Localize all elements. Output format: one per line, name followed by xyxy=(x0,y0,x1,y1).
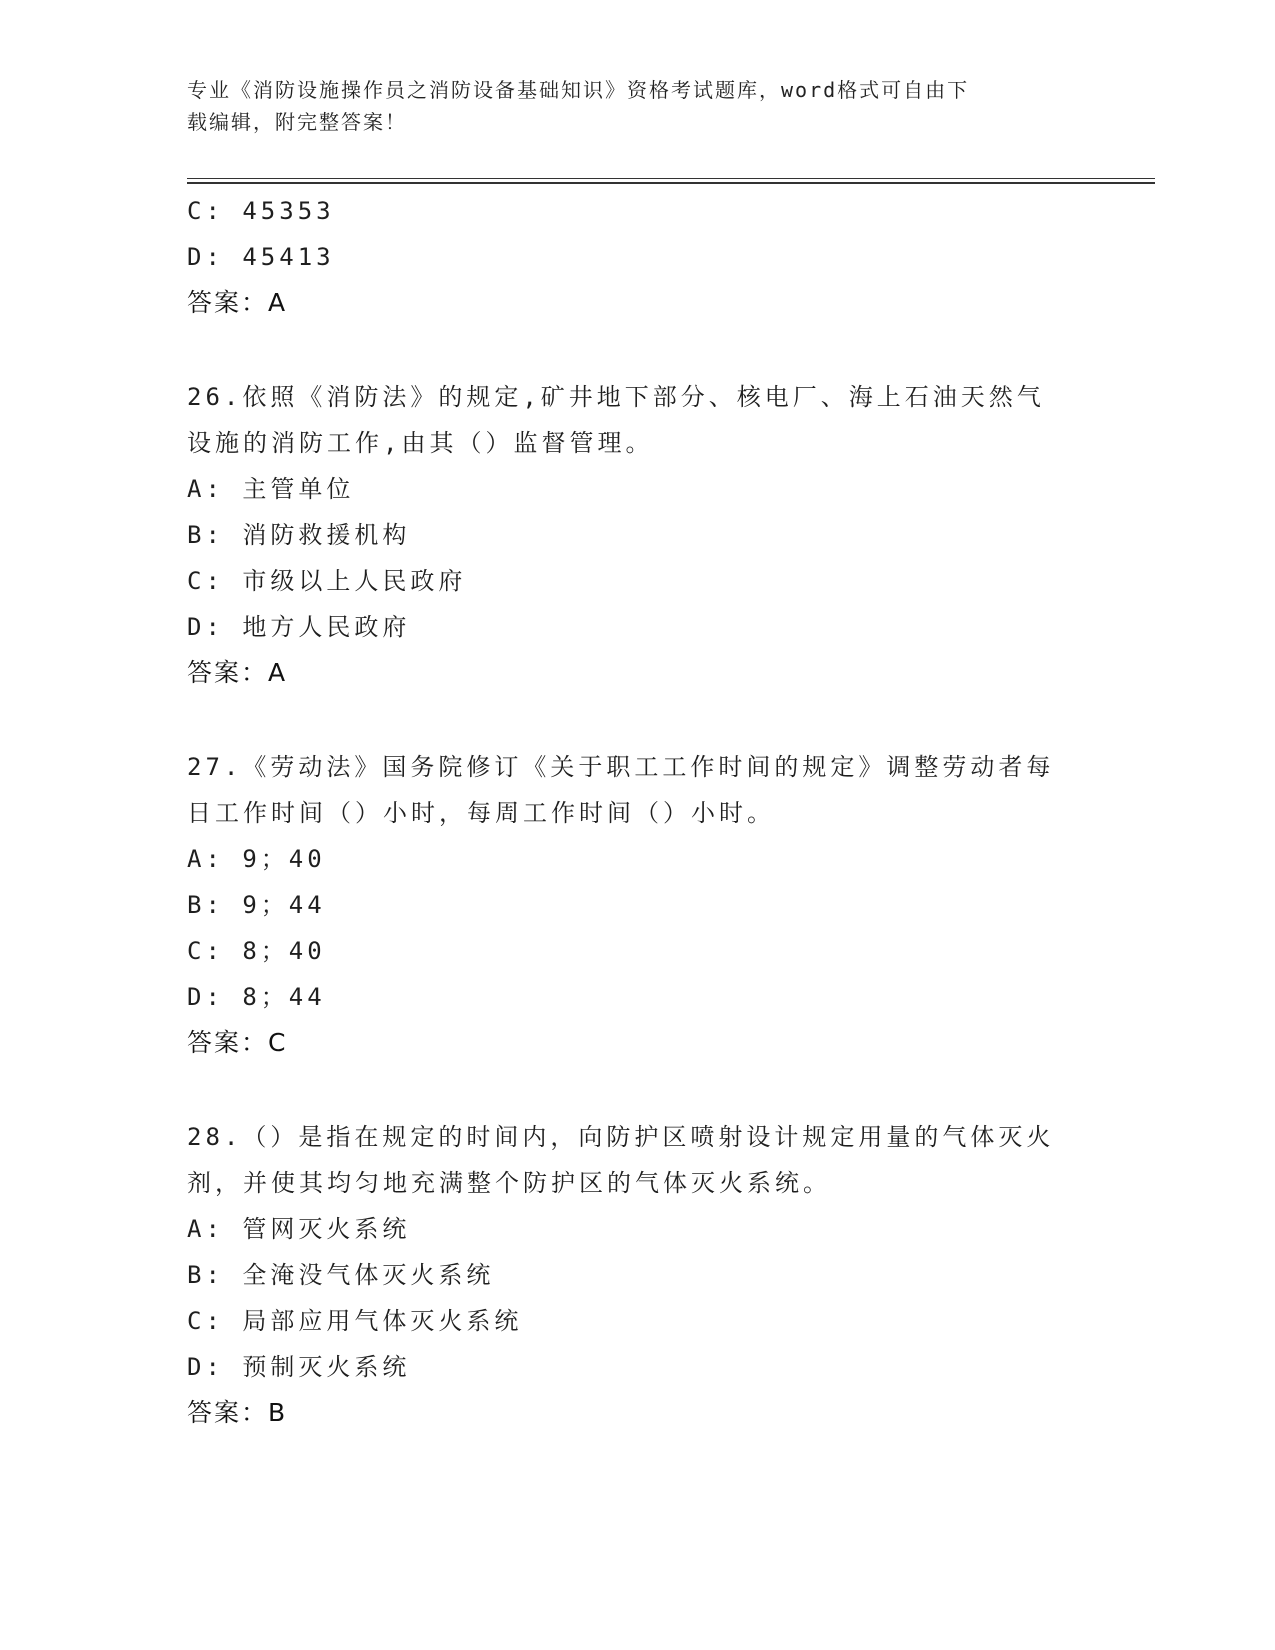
header-line-2: 载编辑，附完整答案！ xyxy=(187,110,407,134)
option-c: C: 局部应用气体灭火系统 xyxy=(187,1307,523,1335)
option-d: D: 预制灭火系统 xyxy=(187,1353,411,1381)
option-a: A: 管网灭火系统 xyxy=(187,1215,411,1243)
answer-line: 答案：A xyxy=(187,288,288,317)
question-stem-line-2: 设施的消防工作,由其（）监督管理。 xyxy=(187,429,654,457)
option-d: D: 45413 xyxy=(187,243,335,271)
header-divider-thin xyxy=(187,178,1155,179)
option-d: D: 8；44 xyxy=(187,983,326,1011)
option-a: A: 主管单位 xyxy=(187,475,355,503)
answer-line: 答案：B xyxy=(187,1398,288,1427)
header-divider-thick xyxy=(187,182,1155,184)
option-b: B: 9；44 xyxy=(187,891,326,919)
question-stem-line-1: 28.（）是指在规定的时间内，向防护区喷射设计规定用量的气体灭火 xyxy=(187,1123,1055,1151)
option-c: C: 45353 xyxy=(187,197,335,225)
document-header xyxy=(187,74,1067,138)
question-stem-line-1: 26.依照《消防法》的规定,矿井地下部分、核电厂、海上石油天然气 xyxy=(187,383,1045,411)
spacer xyxy=(187,326,1087,374)
question-content xyxy=(187,188,1087,1436)
answer-line: 答案：A xyxy=(187,658,288,687)
answer-line: 答案：C xyxy=(187,1028,288,1057)
question-27 xyxy=(187,744,1087,1066)
option-c: C: 市级以上人民政府 xyxy=(187,567,467,595)
question-26 xyxy=(187,374,1087,696)
spacer xyxy=(187,696,1087,744)
question-28 xyxy=(187,1114,1087,1436)
option-d: D: 地方人民政府 xyxy=(187,613,411,641)
header-line-1: 专业《消防设施操作员之消防设备基础知识》资格考试题库，word格式可自由下 xyxy=(187,78,970,102)
question-stem-line-2: 日工作时间（）小时，每周工作时间（）小时。 xyxy=(187,799,775,827)
option-b: B: 全淹没气体灭火系统 xyxy=(187,1261,495,1289)
option-a: A: 9；40 xyxy=(187,845,326,873)
question-stem-line-1: 27.《劳动法》国务院修订《关于职工工作时间的规定》调整劳动者每 xyxy=(187,753,1055,781)
option-c: C: 8；40 xyxy=(187,937,326,965)
previous-question-tail xyxy=(187,188,1087,326)
question-stem-line-2: 剂，并使其均匀地充满整个防护区的气体灭火系统。 xyxy=(187,1169,831,1197)
spacer xyxy=(187,1066,1087,1114)
option-b: B: 消防救援机构 xyxy=(187,521,411,549)
